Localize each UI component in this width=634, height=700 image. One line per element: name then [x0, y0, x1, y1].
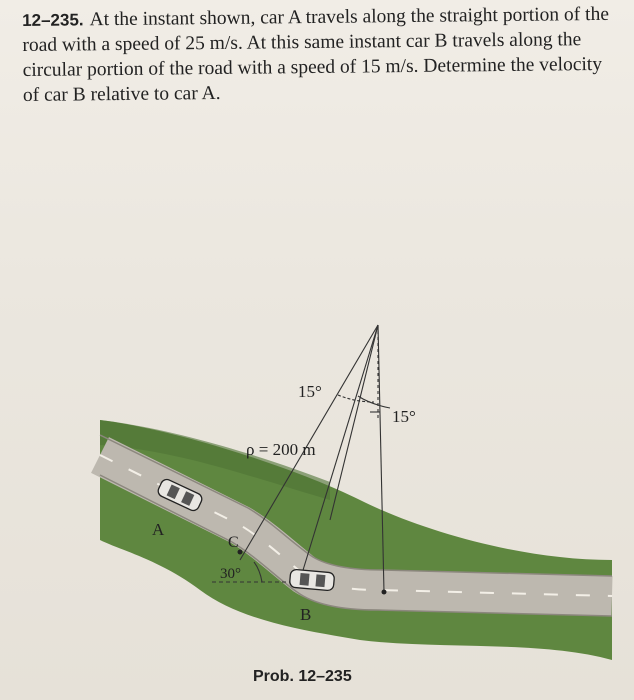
point-road: [382, 590, 387, 595]
car-b-icon: [289, 569, 334, 591]
angle-left-label: 15°: [298, 382, 322, 401]
label-b: B: [300, 605, 312, 624]
angle-right-label: 15°: [392, 407, 416, 426]
angle-30-label: 30°: [220, 566, 241, 582]
label-c: C: [228, 534, 239, 551]
problem-number: 12–235.: [22, 10, 84, 30]
problem-text: At the instant shown, car A travels along the straight portion of the road with a speed of 25 m/s. At this same instant car B travels along the circular portion of the road with a speed of 15 m/s. Determine the velocity of car B relative to car A.: [22, 3, 610, 106]
radius-label: ρ = 200 m: [246, 440, 316, 459]
label-a: A: [152, 520, 165, 539]
figure-caption: Prob. 12–235: [253, 668, 352, 685]
angle-ray: [330, 325, 378, 520]
